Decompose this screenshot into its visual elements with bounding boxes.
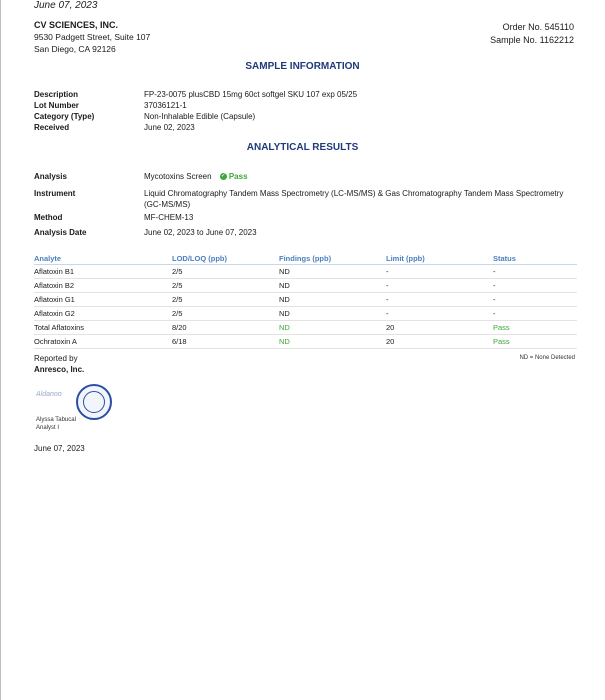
analysis-key: Analysis bbox=[34, 172, 67, 181]
address-line1: 9530 Padgett Street, Suite 107 bbox=[34, 32, 151, 42]
instrument-value: Liquid Chromatography Tandem Mass Spectrometry (LC-MS/MS) & Gas Chromatography Tandem Mass Spectrometry (GC-MS/MS) bbox=[144, 189, 564, 209]
sample-info-key: Lot Number bbox=[34, 101, 79, 110]
header-findings: Findings (ppb) bbox=[279, 253, 386, 265]
instrument-row bbox=[34, 188, 574, 210]
table-row bbox=[34, 321, 577, 335]
reported-by-label: Reported by bbox=[34, 354, 78, 363]
cell-status: - bbox=[493, 279, 577, 293]
instrument-key: Instrument bbox=[34, 189, 76, 198]
cell-limit: 20 bbox=[386, 335, 493, 349]
results-table bbox=[34, 253, 577, 349]
sample-info-row bbox=[34, 89, 574, 100]
cell-limit: - bbox=[386, 265, 493, 279]
cell-status: Pass bbox=[493, 335, 577, 349]
analyst-name: Alyssa Tabucal bbox=[36, 417, 76, 423]
cell-analyte: Aflatoxin G1 bbox=[34, 293, 172, 307]
table-row bbox=[34, 335, 577, 349]
signature: Aldanoo bbox=[36, 391, 62, 398]
cell-findings: ND bbox=[279, 335, 386, 349]
analysis-value: Mycotoxins Screen bbox=[144, 172, 212, 181]
sample-info-row bbox=[34, 111, 574, 122]
table-row bbox=[34, 307, 577, 321]
reported-by-block bbox=[34, 353, 84, 375]
sample-info-key: Category (Type) bbox=[34, 112, 95, 121]
sample-information-title: SAMPLE INFORMATION bbox=[245, 61, 360, 72]
cell-limit: 20 bbox=[386, 321, 493, 335]
sample-info-value: Non-Inhalable Edible (Capsule) bbox=[144, 112, 256, 121]
table-row bbox=[34, 265, 577, 279]
header-status: Status bbox=[493, 253, 577, 265]
cell-limit: - bbox=[386, 293, 493, 307]
cell-findings: ND bbox=[279, 307, 386, 321]
cell-lod: 6/18 bbox=[172, 335, 279, 349]
page-left-border bbox=[0, 0, 1, 700]
cell-findings: ND bbox=[279, 293, 386, 307]
analyst-title: Analyst I bbox=[36, 425, 60, 431]
results-header-row bbox=[34, 253, 577, 265]
cell-findings: ND bbox=[279, 265, 386, 279]
address-line2: San Diego, CA 92126 bbox=[34, 44, 116, 54]
sign-date: June 07, 2023 bbox=[34, 444, 85, 453]
company-name: CV SCIENCES, INC. bbox=[34, 20, 119, 30]
method-row bbox=[34, 212, 574, 223]
sample-info-row bbox=[34, 100, 574, 111]
analysis-date-row bbox=[34, 227, 574, 238]
analysis-date-key: Analysis Date bbox=[34, 228, 87, 237]
cell-limit: - bbox=[386, 307, 493, 321]
cell-lod: 2/5 bbox=[172, 293, 279, 307]
cell-analyte: Aflatoxin B1 bbox=[34, 265, 172, 279]
firm-name: Anresco, Inc. bbox=[34, 365, 85, 374]
cell-status: - bbox=[493, 265, 577, 279]
order-block bbox=[490, 21, 574, 47]
order-number: Order No. 545110 bbox=[502, 22, 574, 32]
sample-info-value: June 02, 2023 bbox=[144, 123, 195, 132]
analysis-status: Pass bbox=[228, 172, 248, 181]
cell-lod: 8/20 bbox=[172, 321, 279, 335]
company-block bbox=[34, 19, 150, 55]
table-row bbox=[34, 279, 577, 293]
report-date: June 07, 2023 bbox=[34, 0, 98, 11]
seal-icon bbox=[76, 384, 112, 420]
cell-analyte: Total Aflatoxins bbox=[34, 321, 172, 335]
sample-information-list bbox=[34, 89, 574, 133]
analysis-pass-badge bbox=[220, 172, 248, 181]
cell-findings: ND bbox=[279, 321, 386, 335]
sample-info-row bbox=[34, 122, 574, 133]
sample-info-value: FP-23-0075 plusCBD 15mg 60ct softgel SKU 107 exp 05/25 bbox=[144, 90, 358, 99]
header-lod-loq: LOD/LOQ (ppb) bbox=[172, 253, 279, 265]
cell-lod: 2/5 bbox=[172, 265, 279, 279]
method-value: MF-CHEM-13 bbox=[144, 213, 194, 222]
cell-findings: ND bbox=[279, 279, 386, 293]
nd-note: ND = None Detected bbox=[519, 355, 575, 361]
cell-status: Pass bbox=[493, 321, 577, 335]
analysis-row bbox=[34, 171, 574, 182]
cell-status: - bbox=[493, 307, 577, 321]
cell-analyte: Ochratoxin A bbox=[34, 335, 172, 349]
sample-info-key: Description bbox=[34, 90, 79, 99]
cell-lod: 2/5 bbox=[172, 279, 279, 293]
seal-inner-ring bbox=[83, 391, 105, 413]
cell-lod: 2/5 bbox=[172, 307, 279, 321]
sample-info-value: 37036121-1 bbox=[144, 101, 187, 110]
cell-limit: - bbox=[386, 279, 493, 293]
table-row bbox=[34, 293, 577, 307]
sample-number: Sample No. 1162212 bbox=[490, 35, 574, 45]
analysis-date-value: June 02, 2023 to June 07, 2023 bbox=[144, 228, 257, 237]
check-icon: ✓ bbox=[220, 173, 226, 180]
header-analyte: Analyte bbox=[34, 253, 172, 265]
sample-info-key: Received bbox=[34, 123, 70, 132]
cell-analyte: Aflatoxin B2 bbox=[34, 279, 172, 293]
cell-status: - bbox=[493, 293, 577, 307]
analytical-results-title: ANALYTICAL RESULTS bbox=[246, 142, 359, 153]
method-key: Method bbox=[34, 213, 63, 222]
analyst-block bbox=[36, 416, 76, 432]
cell-analyte: Aflatoxin G2 bbox=[34, 307, 172, 321]
header-limit: Limit (ppb) bbox=[386, 253, 493, 265]
